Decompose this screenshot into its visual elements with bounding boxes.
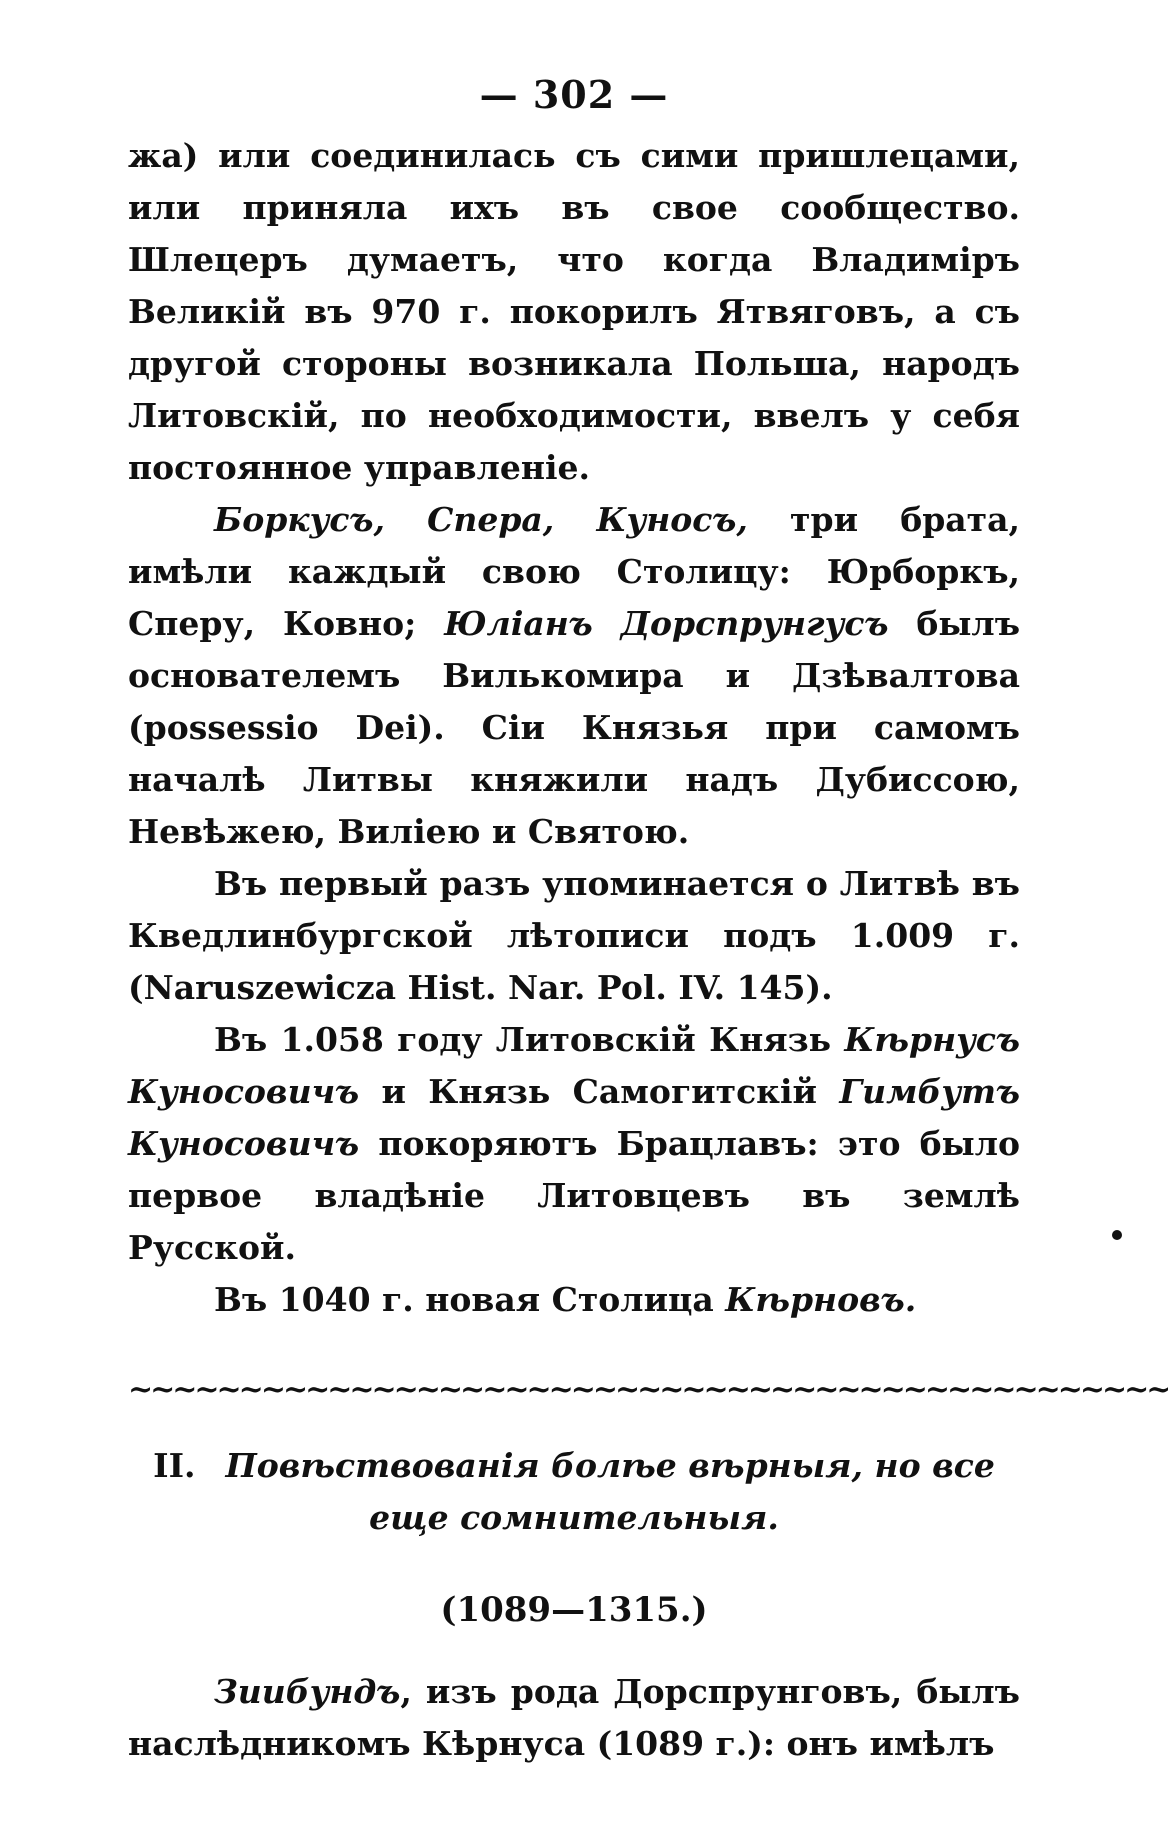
- paragraph-text: Въ 1.058 году Литовскій Князь: [214, 1020, 845, 1059]
- italic-name-text: Зиибундъ: [214, 1672, 401, 1711]
- paragraph-text: покоряютъ Брацлавъ: это было первое владѣніе Литовцевъ въ землѣ Русской.: [128, 1124, 1020, 1267]
- italic-name-text: Боркусъ, Спера, Куносъ,: [214, 500, 748, 539]
- page-number: — 302 —: [479, 72, 669, 117]
- print-speck: [1112, 1230, 1122, 1240]
- italic-name-text: Кѣрновъ.: [725, 1280, 917, 1319]
- section-heading: [128, 1440, 1020, 1544]
- body-text: [128, 130, 1020, 1326]
- paragraph-text: и Князь Самогитскій: [359, 1072, 840, 1111]
- italic-name-text: Гимбутъ Куносовичъ: [128, 1072, 1020, 1163]
- italic-name-text: Кѣрнусъ Куносовичъ: [128, 1020, 1020, 1111]
- paragraph: [128, 130, 1020, 494]
- paragraph-text: , изъ рода Дорспрунговъ, былъ наслѣдникомъ Кѣрнуса (1089 г.): онъ имѣлъ: [128, 1672, 1020, 1763]
- paragraph: [128, 494, 1020, 858]
- section-years: (1089—1315.): [440, 1590, 708, 1630]
- italic-name-text: Юліанъ Дорспрунгусъ: [444, 604, 889, 643]
- section-number: II.: [153, 1446, 196, 1485]
- paragraph: [128, 858, 1020, 1014]
- paragraph-text: былъ основателемъ Вилькомира и Дзѣвалтова (possessio Dei). Сіи Князья при самомъ началѣ Литвы княжили надъ Дубиссою, Невѣжею, Виліею и Святою.: [128, 604, 1021, 851]
- final-paragraph-container: [128, 1666, 1020, 1770]
- paragraph-text: Въ первый разъ упоминается о Литвѣ въ Кведлинбургской лѣтописи подъ 1.009 г. (Naruszewicza Hist. Nar. Pol. IV. 145).: [128, 864, 1020, 1007]
- paragraph: [128, 1274, 1020, 1326]
- paragraph-text: три брата, имѣли каждый свою Столицу: Юрборкъ, Сперу, Ковно;: [128, 500, 1020, 643]
- section-divider-ornament: ~~~~~~~~~~~~~~~~~~~~~~~~~~~~~~~~~~~~~~~~~~~~~~~: [128, 1372, 1168, 1407]
- paragraph-text: жа) или соединилась съ сими пришлецами, или приняла ихъ въ свое сообщество. Шлецеръ думаетъ, что когда Владиміръ Великій въ 970 г. покорилъ Ятвяговъ, а съ другой стороны возникала Польша, народъ Литовскій, по необходимости, ввелъ у себя постоянное управленіе.: [128, 136, 1020, 487]
- book-page: [128, 60, 1168, 1770]
- paragraph-text: Въ 1040 г. новая Столица: [214, 1280, 726, 1319]
- paragraph: [128, 1666, 1020, 1770]
- section-title: Повѣствованія болѣе вѣрныя, но все еще сомнительныя.: [225, 1446, 995, 1537]
- paragraph: [128, 1014, 1020, 1274]
